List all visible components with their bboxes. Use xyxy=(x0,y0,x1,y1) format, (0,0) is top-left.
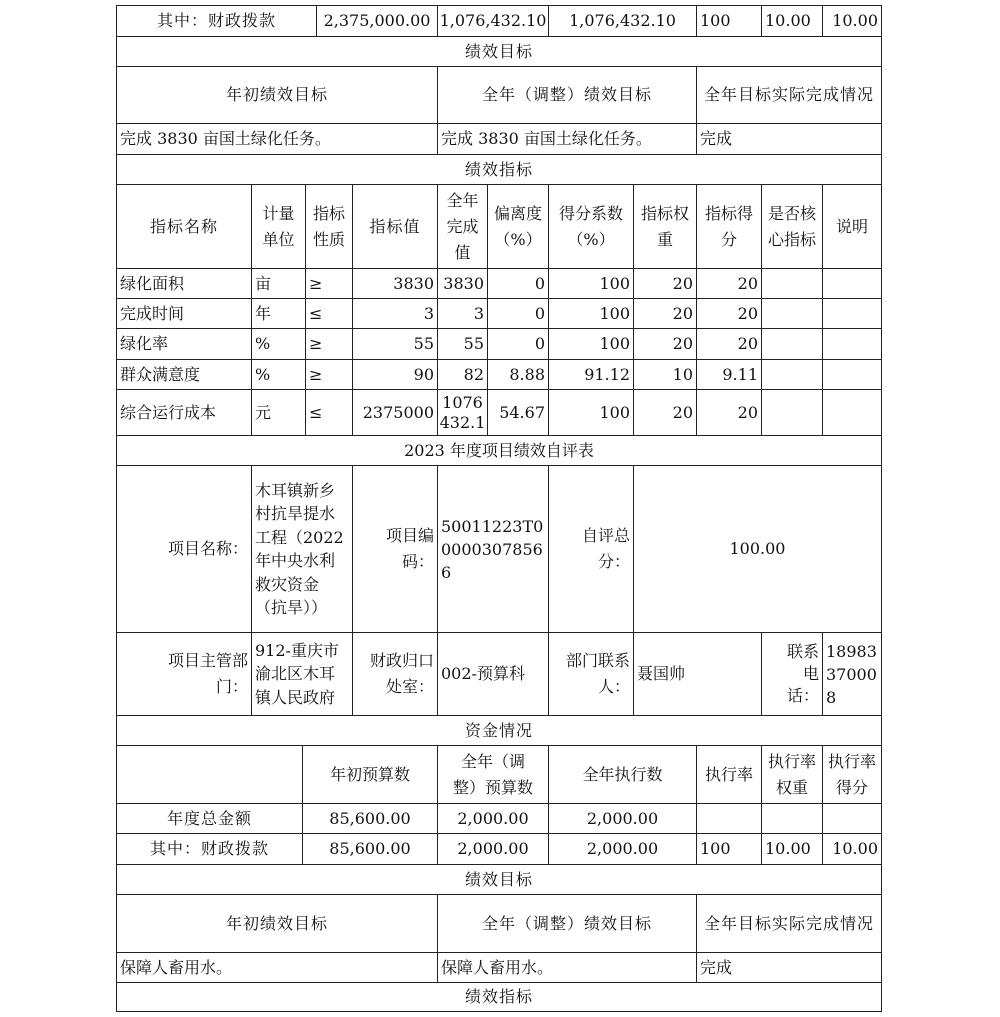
goal-initial-text: 保障人畜用水。 xyxy=(120,957,233,977)
indicator-unit: 年 xyxy=(255,303,272,323)
funds-row-label: 其中：财政拨款 xyxy=(149,839,269,858)
contact-label: 部门联系人： xyxy=(565,651,630,696)
section-title-perf-goal: 绩效目标 xyxy=(464,869,533,889)
indicator-nature: ≤ xyxy=(309,402,323,422)
indicator-name: 综合运行成本 xyxy=(120,402,217,422)
indicator-name: 群众满意度 xyxy=(120,364,201,384)
ind-header-score: 指标得分 xyxy=(704,203,753,249)
finance-office-value: 002-预算科 xyxy=(441,664,525,683)
fiscal-score: 10.00 xyxy=(832,11,878,30)
indicator-weight: 20 xyxy=(672,402,693,422)
indicator-weight: 20 xyxy=(672,334,693,353)
goal-status-text: 完成 xyxy=(700,129,733,148)
dept-label: 项目主管部门： xyxy=(167,651,248,696)
self-eval-score-label: 自评总分： xyxy=(581,526,630,571)
ind-header-nature: 指标性质 xyxy=(312,203,345,249)
indicator-actual: 82 xyxy=(463,364,484,384)
indicator-value: 55 xyxy=(413,334,434,353)
indicator-nature: ≥ xyxy=(309,334,323,353)
ind-header-core: 是否核心指标 xyxy=(767,203,816,249)
indicator-deviation: 0 xyxy=(534,273,545,293)
section-title-perf-indicator: 绩效指标 xyxy=(464,159,533,179)
section-title-funds: 资金情况 xyxy=(464,720,533,740)
ind-header-deviation: 偏离度（%） xyxy=(493,203,542,249)
indicator-name: 绿化率 xyxy=(120,334,169,353)
indicator-coef: 100 xyxy=(599,303,630,323)
goal-header-status: 全年目标实际完成情况 xyxy=(703,913,874,933)
self-eval-score-value: 100.00 xyxy=(729,539,786,558)
indicator-nature: ≤ xyxy=(309,303,323,323)
indicator-name: 绿化面积 xyxy=(120,273,185,293)
indicator-unit: % xyxy=(255,334,271,353)
goal-initial-text: 完成 3830 亩国土绿化任务。 xyxy=(120,129,331,148)
indicator-coef: 100 xyxy=(599,402,630,422)
indicator-value: 2375000 xyxy=(362,402,434,422)
ind-header-note: 说明 xyxy=(835,216,868,236)
funds-header-initial: 年初预算数 xyxy=(329,764,410,784)
phone-label: 联系电话： xyxy=(786,642,819,705)
funds-row-score: 10.00 xyxy=(832,839,878,858)
funds-header-executed: 全年执行数 xyxy=(582,764,663,784)
indicator-actual: 55 xyxy=(463,334,484,353)
ind-header-coef: 得分系数（%） xyxy=(558,203,623,249)
funds-row-rate xyxy=(697,804,761,833)
section-title-perf-goal: 绩效目标 xyxy=(464,41,533,61)
ind-header-weight: 指标权重 xyxy=(640,203,689,249)
funds-row-score xyxy=(823,804,881,833)
funds-row-rate: 100 xyxy=(700,839,731,858)
indicator-weight: 20 xyxy=(672,303,693,323)
goal-header-initial: 年初绩效目标 xyxy=(225,913,328,933)
ind-header-value: 指标值 xyxy=(369,216,421,236)
fiscal-adjusted-budget: 1,076,432.10 xyxy=(439,11,547,30)
indicator-nature: ≥ xyxy=(309,364,323,384)
goal-status-text: 完成 xyxy=(700,957,733,977)
indicator-score: 9.11 xyxy=(722,364,758,384)
project-name-label: 项目名称： xyxy=(167,539,248,558)
funds-row-executed: 2,000.00 xyxy=(586,808,659,828)
funds-row-weight xyxy=(762,804,822,833)
fiscal-rate: 100 xyxy=(700,11,731,30)
indicator-coef: 100 xyxy=(599,273,630,293)
project-code-value: 50011223T000003078566 xyxy=(441,516,544,582)
goal-header-adjusted: 全年（调整）绩效目标 xyxy=(481,85,652,104)
indicator-value: 90 xyxy=(413,364,434,384)
indicator-unit: % xyxy=(255,364,271,384)
section-title-perf-indicator: 绩效指标 xyxy=(464,987,533,1006)
funds-header-rate: 执行率 xyxy=(704,764,753,784)
indicator-value: 3830 xyxy=(393,273,434,293)
indicator-unit: 亩 xyxy=(255,273,272,293)
indicator-name: 完成时间 xyxy=(120,303,185,323)
fiscal-executed: 1,076,432.10 xyxy=(569,11,676,30)
fiscal-initial-budget: 2,375,000.00 xyxy=(323,11,431,30)
goal-adjusted-text: 完成 3830 亩国土绿化任务。 xyxy=(441,129,652,148)
indicator-deviation: 0 xyxy=(534,303,545,323)
project-code-label: 项目编码： xyxy=(385,526,434,571)
project-name-value: 木耳镇新乡村抗旱提水工程（2022年中央水利救灾资金（抗旱）） xyxy=(255,480,344,617)
indicator-score: 20 xyxy=(737,334,758,353)
indicator-value: 3 xyxy=(423,303,434,323)
indicator-nature: ≥ xyxy=(309,273,323,293)
self-eval-title: 2023 年度项目绩效自评表 xyxy=(404,440,594,460)
ind-header-actual: 全年完成值 xyxy=(446,190,479,262)
goal-header-adjusted: 全年（调整）绩效目标 xyxy=(481,913,652,933)
funds-header-score: 执行率得分 xyxy=(827,751,876,797)
ind-header-unit: 计量单位 xyxy=(262,203,295,249)
funds-row-initial: 85,600.00 xyxy=(329,839,411,858)
goal-header-initial: 年初绩效目标 xyxy=(225,85,328,104)
indicator-deviation: 8.88 xyxy=(509,364,545,384)
indicator-actual: 1076432.1 xyxy=(439,392,486,432)
indicator-score: 20 xyxy=(737,273,758,293)
indicator-coef: 100 xyxy=(599,334,630,353)
funds-row-initial: 85,600.00 xyxy=(329,808,411,828)
indicator-weight: 20 xyxy=(672,273,693,293)
ind-header-name: 指标名称 xyxy=(149,216,218,236)
fiscal-row-label: 其中：财政拨款 xyxy=(156,11,276,30)
goal-header-status: 全年目标实际完成情况 xyxy=(703,85,874,104)
performance-evaluation-table xyxy=(116,0,882,1012)
funds-header-weight: 执行率权重 xyxy=(767,751,816,797)
indicator-weight: 10 xyxy=(672,364,693,384)
finance-office-label: 财政归口处室： xyxy=(369,651,434,696)
fiscal-weight: 10.00 xyxy=(765,11,811,30)
indicator-coef: 91.12 xyxy=(584,364,630,384)
funds-row-adjusted: 2,000.00 xyxy=(457,839,529,858)
funds-header-adjusted: 全年（调整）预算数 xyxy=(452,751,533,797)
dept-value: 912-重庆市渝北区木耳镇人民政府 xyxy=(255,640,339,707)
indicator-actual: 3 xyxy=(473,303,484,323)
goal-adjusted-text: 保障人畜用水。 xyxy=(441,957,554,977)
indicator-unit: 元 xyxy=(255,402,272,422)
indicator-score: 20 xyxy=(737,303,758,323)
indicator-deviation: 0 xyxy=(534,334,545,353)
indicator-deviation: 54.67 xyxy=(499,402,545,422)
contact-value: 聂国帅 xyxy=(637,664,686,683)
funds-row-adjusted: 2,000.00 xyxy=(457,808,529,828)
funds-row-executed: 2,000.00 xyxy=(586,839,659,858)
indicator-score: 20 xyxy=(737,402,758,422)
indicator-actual: 3830 xyxy=(443,273,484,293)
funds-row-label: 年度总金额 xyxy=(166,808,252,828)
phone-value: 18983370008 xyxy=(826,641,877,707)
funds-row-weight: 10.00 xyxy=(765,839,811,858)
